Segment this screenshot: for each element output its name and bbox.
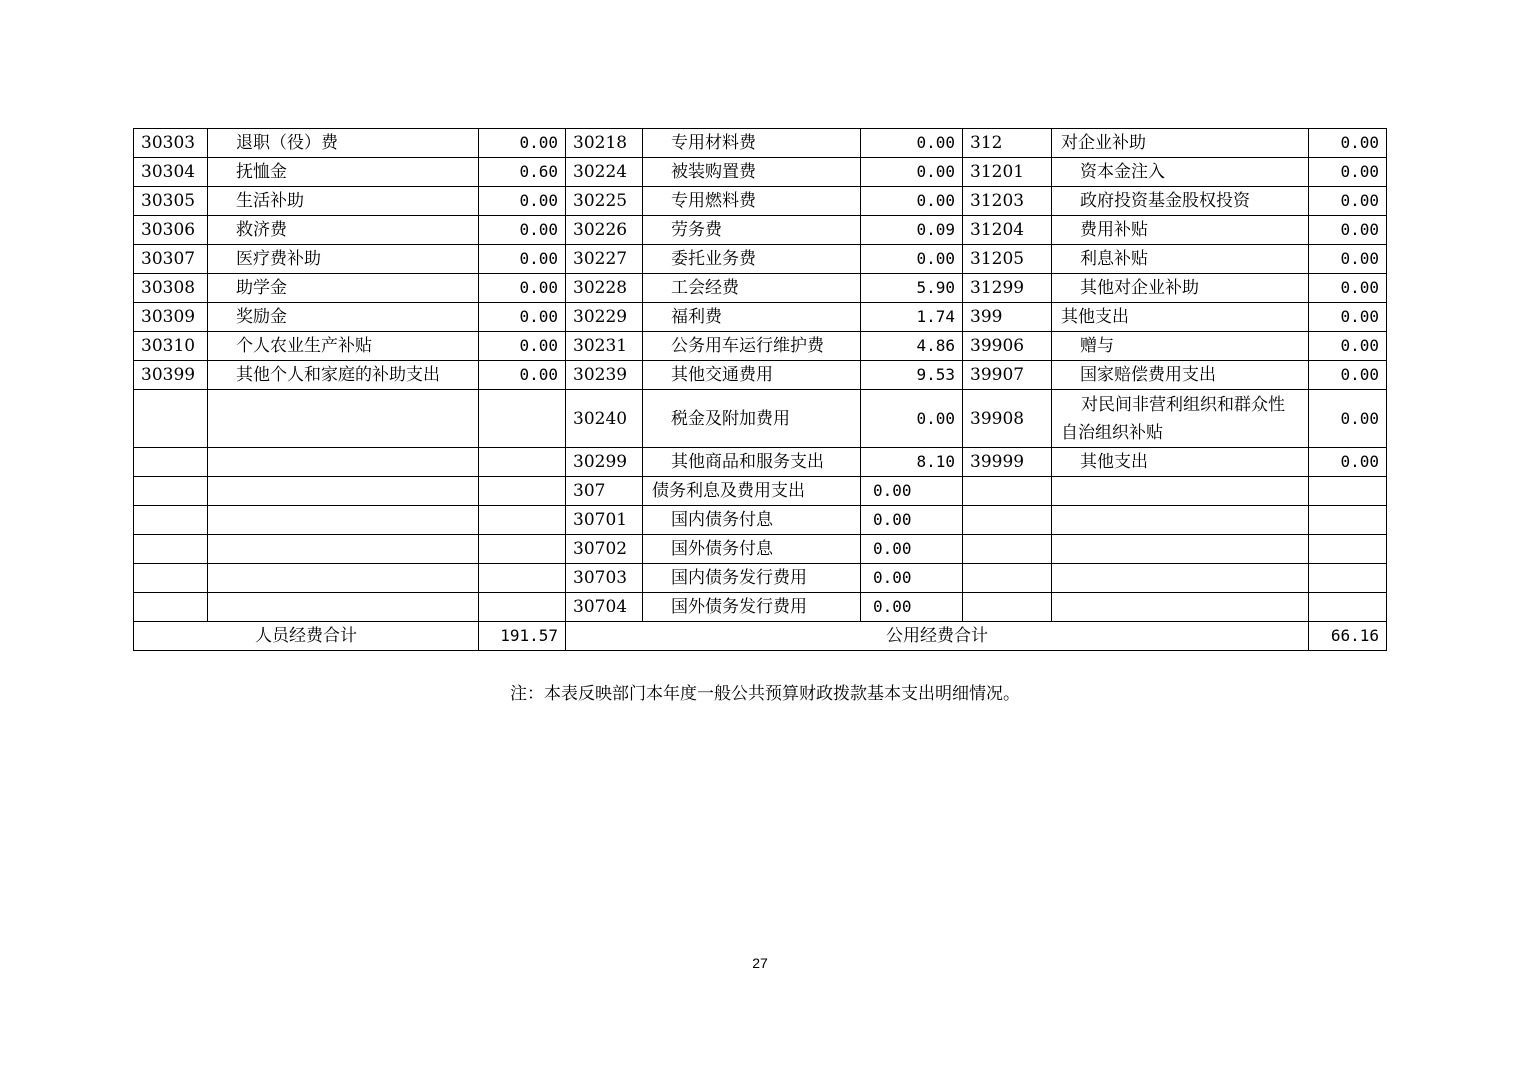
- item-name: 赠与: [1052, 332, 1309, 361]
- table-row: [134, 564, 1387, 593]
- table-row: [134, 245, 1387, 274]
- table-row: [134, 332, 1387, 361]
- amount: 5.90: [861, 274, 963, 303]
- item-name: 资本金注入: [1052, 158, 1309, 187]
- item-name: [1052, 593, 1309, 622]
- amount: 0.00: [861, 129, 963, 158]
- item-name: 工会经费: [643, 274, 861, 303]
- amount: 0.00: [861, 158, 963, 187]
- econ-code: 30304: [134, 158, 208, 187]
- table-row: [134, 390, 1387, 448]
- amount: 0.00: [861, 564, 963, 593]
- econ-code: 30703: [566, 564, 643, 593]
- public-total-value: 66.16: [1309, 622, 1387, 651]
- item-name: [1052, 535, 1309, 564]
- item-name: 费用补贴: [1052, 216, 1309, 245]
- amount: [1309, 506, 1387, 535]
- amount: 0.00: [861, 535, 963, 564]
- item-name: 抚恤金: [208, 158, 479, 187]
- econ-code: [134, 593, 208, 622]
- econ-code: 30306: [134, 216, 208, 245]
- econ-code: 307: [566, 477, 643, 506]
- item-name: 退职（役）费: [208, 129, 479, 158]
- table-row: [134, 448, 1387, 477]
- econ-code: [134, 390, 208, 448]
- amount: 0.00: [1309, 216, 1387, 245]
- econ-code: 31205: [963, 245, 1052, 274]
- amount: 0.00: [861, 390, 963, 448]
- econ-code: 30218: [566, 129, 643, 158]
- item-name: 国内债务发行费用: [643, 564, 861, 593]
- table-row: [134, 303, 1387, 332]
- econ-code: [134, 564, 208, 593]
- amount: [1309, 593, 1387, 622]
- econ-code: 30303: [134, 129, 208, 158]
- item-name: 救济费: [208, 216, 479, 245]
- table-row: [134, 274, 1387, 303]
- econ-code: 30226: [566, 216, 643, 245]
- amount: [479, 593, 566, 622]
- amount: [479, 564, 566, 593]
- item-name: 专用材料费: [643, 129, 861, 158]
- econ-code: 30231: [566, 332, 643, 361]
- item-name: 国外债务发行费用: [643, 593, 861, 622]
- amount: 4.86: [861, 332, 963, 361]
- item-name: 专用燃料费: [643, 187, 861, 216]
- item-name: 对企业补助: [1052, 129, 1309, 158]
- econ-code: 30305: [134, 187, 208, 216]
- amount: 0.00: [1309, 332, 1387, 361]
- item-name: 助学金: [208, 274, 479, 303]
- amount: 0.00: [861, 506, 963, 535]
- econ-code: 30310: [134, 332, 208, 361]
- econ-code: 30704: [566, 593, 643, 622]
- amount: 0.60: [479, 158, 566, 187]
- amount: [1309, 564, 1387, 593]
- item-name: 被装购置费: [643, 158, 861, 187]
- item-name: 其他商品和服务支出: [643, 448, 861, 477]
- item-name: 其他支出: [1052, 448, 1309, 477]
- econ-code: 30227: [566, 245, 643, 274]
- item-name: [208, 593, 479, 622]
- item-name: 国家赔偿费用支出: [1052, 361, 1309, 390]
- amount: 0.00: [1309, 448, 1387, 477]
- item-name: 医疗费补助: [208, 245, 479, 274]
- econ-code: 30701: [566, 506, 643, 535]
- econ-code: 31204: [963, 216, 1052, 245]
- amount: 1.74: [861, 303, 963, 332]
- amount: 0.00: [1309, 390, 1387, 448]
- econ-code: 31299: [963, 274, 1052, 303]
- amount: [479, 535, 566, 564]
- table-row: [134, 477, 1387, 506]
- item-name: 奖励金: [208, 303, 479, 332]
- expenditure-table: [133, 128, 1387, 651]
- econ-code: [134, 506, 208, 535]
- econ-code: 399: [963, 303, 1052, 332]
- table-row: [134, 129, 1387, 158]
- amount: 0.00: [479, 361, 566, 390]
- amount: 0.00: [1309, 303, 1387, 332]
- econ-code: [963, 506, 1052, 535]
- item-name: [1052, 564, 1309, 593]
- amount: 0.00: [1309, 274, 1387, 303]
- amount: [479, 506, 566, 535]
- item-name: 其他个人和家庭的补助支出: [208, 361, 479, 390]
- amount: [1309, 477, 1387, 506]
- item-name: 税金及附加费用: [643, 390, 861, 448]
- item-name: 公务用车运行维护费: [643, 332, 861, 361]
- amount: [479, 477, 566, 506]
- amount: 0.00: [479, 129, 566, 158]
- amount: 0.00: [1309, 158, 1387, 187]
- econ-code: 30229: [566, 303, 643, 332]
- econ-code: 30308: [134, 274, 208, 303]
- amount: 0.00: [1309, 187, 1387, 216]
- public-total-label: 公用经费合计: [566, 622, 1309, 651]
- amount: 0.00: [861, 187, 963, 216]
- item-name: [208, 506, 479, 535]
- econ-code: 30224: [566, 158, 643, 187]
- item-name: 其他交通费用: [643, 361, 861, 390]
- item-name: 债务利息及费用支出: [643, 477, 861, 506]
- personnel-total-label: 人员经费合计: [134, 622, 479, 651]
- table-row: [134, 216, 1387, 245]
- econ-code: [963, 593, 1052, 622]
- item-name: 其他对企业补助: [1052, 274, 1309, 303]
- econ-code: 30228: [566, 274, 643, 303]
- item-name: [208, 477, 479, 506]
- item-name: 对民间非营利组织和群众性自治组织补贴: [1052, 390, 1309, 448]
- item-name: [208, 390, 479, 448]
- amount: [1309, 535, 1387, 564]
- econ-code: 30702: [566, 535, 643, 564]
- table-row: [134, 593, 1387, 622]
- econ-code: 30239: [566, 361, 643, 390]
- table-row: [134, 506, 1387, 535]
- amount: 0.00: [479, 274, 566, 303]
- item-name: [208, 564, 479, 593]
- item-name: 生活补助: [208, 187, 479, 216]
- item-name: 委托业务费: [643, 245, 861, 274]
- econ-code: [134, 448, 208, 477]
- item-name: 利息补贴: [1052, 245, 1309, 274]
- item-name: 福利费: [643, 303, 861, 332]
- item-name: 国外债务付息: [643, 535, 861, 564]
- item-name: [1052, 506, 1309, 535]
- amount: 0.00: [1309, 129, 1387, 158]
- table-row: [134, 535, 1387, 564]
- table-row: [134, 187, 1387, 216]
- amount: [479, 448, 566, 477]
- amount: 0.00: [861, 245, 963, 274]
- table-row: [134, 158, 1387, 187]
- table-row: [134, 361, 1387, 390]
- amount: 0.00: [1309, 361, 1387, 390]
- table-note: 注：本表反映部门本年度一般公共预算财政拨款基本支出明细情况。: [510, 684, 1020, 704]
- item-name: [208, 448, 479, 477]
- item-name: 其他支出: [1052, 303, 1309, 332]
- amount: [479, 390, 566, 448]
- item-name: 个人农业生产补贴: [208, 332, 479, 361]
- amount: 0.00: [479, 187, 566, 216]
- econ-code: 31203: [963, 187, 1052, 216]
- item-name: 劳务费: [643, 216, 861, 245]
- amount: 0.00: [479, 245, 566, 274]
- item-name: [1052, 477, 1309, 506]
- econ-code: 30309: [134, 303, 208, 332]
- amount: 0.00: [861, 477, 963, 506]
- item-name: [208, 535, 479, 564]
- econ-code: 30307: [134, 245, 208, 274]
- item-name: 政府投资基金股权投资: [1052, 187, 1309, 216]
- amount: 0.00: [479, 216, 566, 245]
- econ-code: 30399: [134, 361, 208, 390]
- totals-row: [134, 622, 1387, 651]
- econ-code: 39999: [963, 448, 1052, 477]
- econ-code: 30240: [566, 390, 643, 448]
- personnel-total-value: 191.57: [479, 622, 566, 651]
- econ-code: [963, 564, 1052, 593]
- econ-code: [963, 535, 1052, 564]
- econ-code: [963, 477, 1052, 506]
- econ-code: 39906: [963, 332, 1052, 361]
- amount: 0.00: [479, 303, 566, 332]
- amount: 9.53: [861, 361, 963, 390]
- econ-code: 30299: [566, 448, 643, 477]
- econ-code: 312: [963, 129, 1052, 158]
- item-name: 国内债务付息: [643, 506, 861, 535]
- econ-code: [134, 535, 208, 564]
- econ-code: 39907: [963, 361, 1052, 390]
- amount: 8.10: [861, 448, 963, 477]
- page-number: 27: [752, 955, 768, 971]
- econ-code: 30225: [566, 187, 643, 216]
- econ-code: 31201: [963, 158, 1052, 187]
- econ-code: 39908: [963, 390, 1052, 448]
- amount: 0.00: [861, 593, 963, 622]
- amount: 0.00: [479, 332, 566, 361]
- amount: 0.09: [861, 216, 963, 245]
- amount: 0.00: [1309, 245, 1387, 274]
- econ-code: [134, 477, 208, 506]
